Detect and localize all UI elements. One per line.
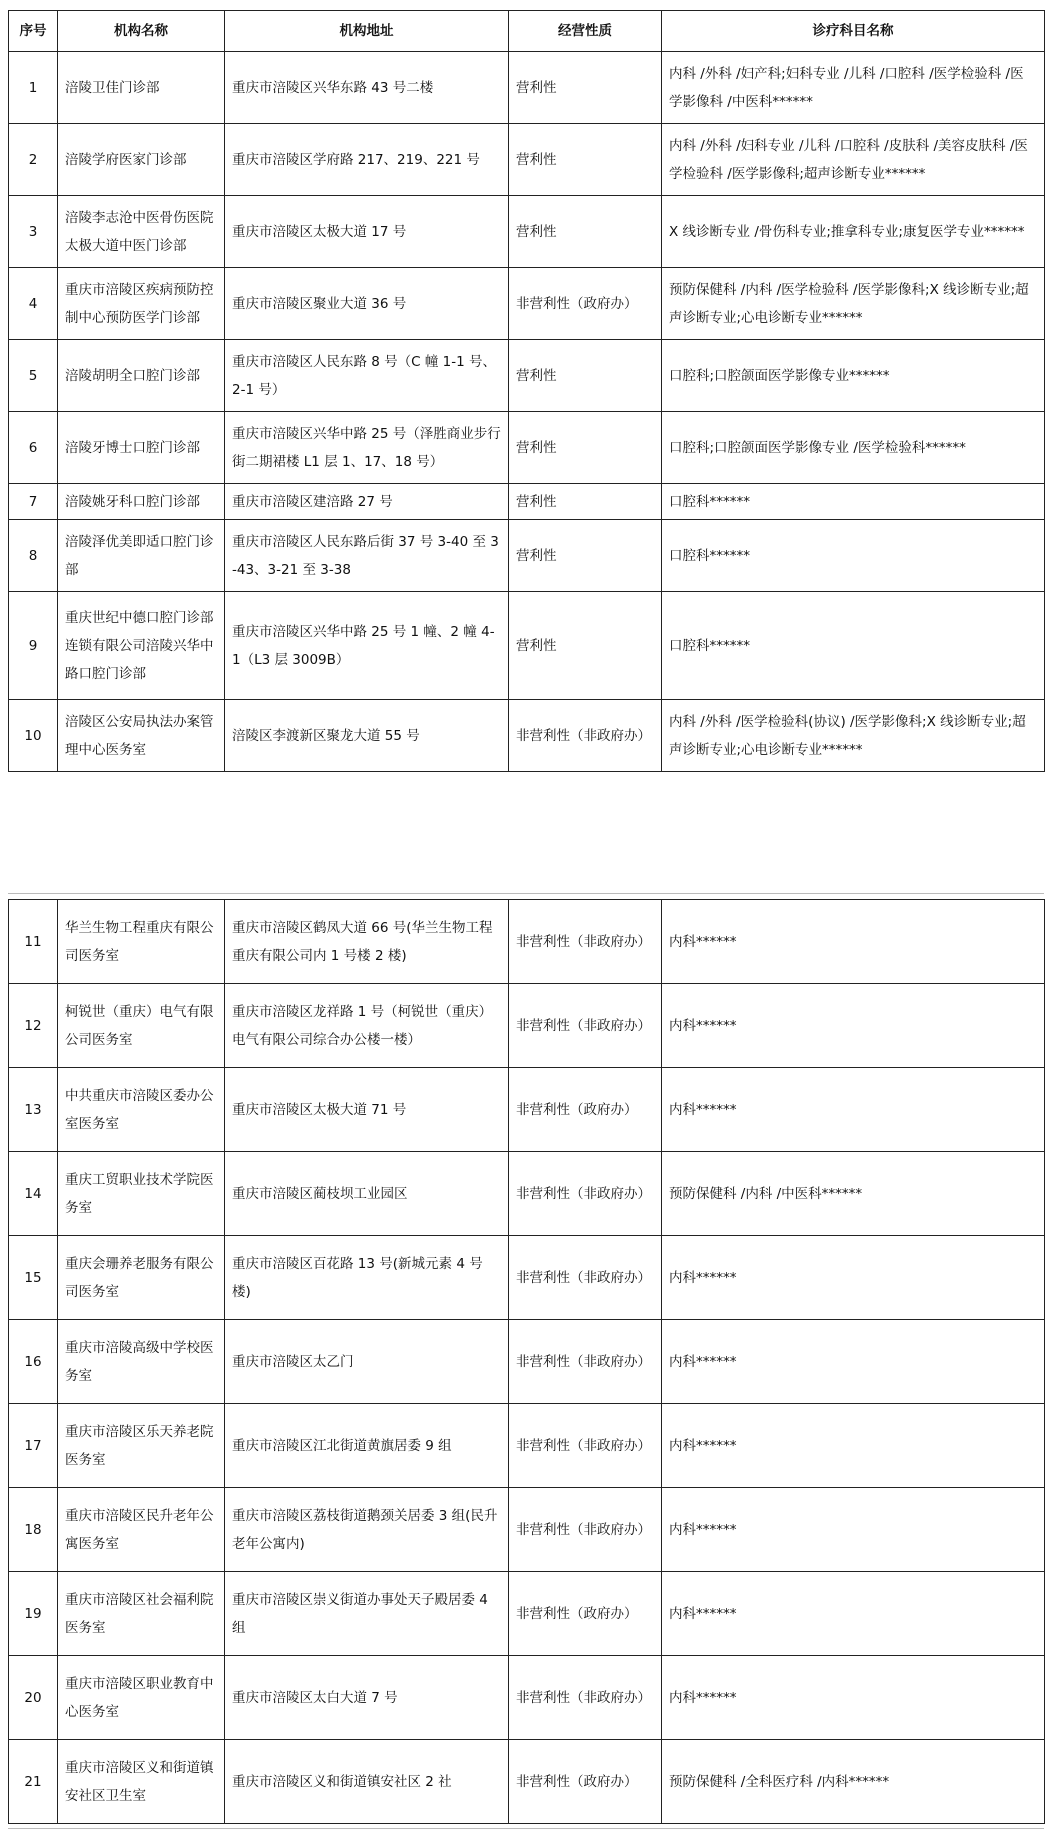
row-address: 重庆市涪陵区龙祥路 1 号（柯锐世（重庆）电气有限公司综合办公楼一楼） [225, 984, 509, 1068]
table-row [9, 1488, 1045, 1572]
row-seq: 1 [9, 52, 58, 124]
table-row [9, 268, 1045, 340]
row-address: 重庆市涪陵区荔枝街道鹅颈关居委 3 组(民升老年公寓内) [225, 1488, 509, 1572]
row-seq: 13 [9, 1068, 58, 1152]
row-subjects: 内科****** [662, 1404, 1045, 1488]
row-subjects: 内科 /外科 /妇科专业 /儿科 /口腔科 /皮肤科 /美容皮肤科 /医学检验科 /医学影像科;超声诊断专业****** [662, 124, 1045, 196]
table-row [9, 900, 1045, 984]
row-name: 重庆市涪陵高级中学校医务室 [58, 1320, 225, 1404]
row-subjects: 内科****** [662, 1236, 1045, 1320]
row-subjects: 预防保健科 /全科医疗科 /内科****** [662, 1740, 1045, 1824]
row-nature: 营利性 [509, 52, 662, 124]
row-subjects: X 线诊断专业 /骨伤科专业;推拿科专业;康复医学专业****** [662, 196, 1045, 268]
row-address: 涪陵区李渡新区聚龙大道 55 号 [225, 700, 509, 772]
row-name: 重庆会珊养老服务有限公司医务室 [58, 1236, 225, 1320]
row-seq: 10 [9, 700, 58, 772]
row-name: 涪陵区公安局执法办案管理中心医务室 [58, 700, 225, 772]
row-seq: 2 [9, 124, 58, 196]
row-nature: 营利性 [509, 592, 662, 700]
row-nature: 非营利性（非政府办） [509, 984, 662, 1068]
row-name: 重庆市涪陵区疾病预防控制中心预防医学门诊部 [58, 268, 225, 340]
row-seq: 5 [9, 340, 58, 412]
row-seq: 11 [9, 900, 58, 984]
table-row [9, 124, 1045, 196]
row-seq: 6 [9, 412, 58, 484]
table-row [9, 700, 1045, 772]
row-name: 涪陵泽优美即适口腔门诊部 [58, 520, 225, 592]
institution-table-part-1 [8, 10, 1045, 772]
row-seq: 19 [9, 1572, 58, 1656]
row-name: 涪陵牙博士口腔门诊部 [58, 412, 225, 484]
row-name: 重庆市涪陵区民升老年公寓医务室 [58, 1488, 225, 1572]
row-subjects: 内科 /外科 /妇产科;妇科专业 /儿科 /口腔科 /医学检验科 /医学影像科 /中医科****** [662, 52, 1045, 124]
table-row [9, 1068, 1045, 1152]
row-address: 重庆市涪陵区兴华中路 25 号（泽胜商业步行街二期裙楼 L1 层 1、17、18 号） [225, 412, 509, 484]
row-address: 重庆市涪陵区太乙门 [225, 1320, 509, 1404]
row-nature: 非营利性（政府办） [509, 1068, 662, 1152]
row-seq: 14 [9, 1152, 58, 1236]
row-address: 重庆市涪陵区兴华东路 43 号二楼 [225, 52, 509, 124]
row-seq: 7 [9, 484, 58, 520]
row-name: 涪陵学府医家门诊部 [58, 124, 225, 196]
header-name: 机构名称 [58, 11, 225, 52]
row-seq: 3 [9, 196, 58, 268]
row-subjects: 内科****** [662, 1320, 1045, 1404]
row-subjects: 内科****** [662, 1068, 1045, 1152]
row-subjects: 口腔科****** [662, 484, 1045, 520]
row-name: 重庆市涪陵区职业教育中心医务室 [58, 1656, 225, 1740]
row-nature: 非营利性（非政府办） [509, 1488, 662, 1572]
row-address: 重庆市涪陵区义和街道镇安社区 2 社 [225, 1740, 509, 1824]
institution-table-part-2 [8, 899, 1045, 1824]
row-address: 重庆市涪陵区太极大道 71 号 [225, 1068, 509, 1152]
header-nature: 经营性质 [509, 11, 662, 52]
row-address: 重庆市涪陵区人民东路后街 37 号 3-40 至 3-43、3-21 至 3-38 [225, 520, 509, 592]
table-row [9, 592, 1045, 700]
row-name: 柯锐世（重庆）电气有限公司医务室 [58, 984, 225, 1068]
row-seq: 9 [9, 592, 58, 700]
row-nature: 非营利性（政府办） [509, 1740, 662, 1824]
table-row [9, 984, 1045, 1068]
row-seq: 20 [9, 1656, 58, 1740]
row-subjects: 口腔科****** [662, 520, 1045, 592]
header-address: 机构地址 [225, 11, 509, 52]
row-seq: 17 [9, 1404, 58, 1488]
table-row [9, 1320, 1045, 1404]
table-row [9, 1740, 1045, 1824]
row-nature: 非营利性（非政府办） [509, 900, 662, 984]
row-address: 重庆市涪陵区太白大道 7 号 [225, 1656, 509, 1740]
row-address: 重庆市涪陵区崇义街道办事处天子殿居委 4 组 [225, 1572, 509, 1656]
row-address: 重庆市涪陵区蔺枝坝工业园区 [225, 1152, 509, 1236]
row-name: 重庆市涪陵区义和街道镇安社区卫生室 [58, 1740, 225, 1824]
row-name: 中共重庆市涪陵区委办公室医务室 [58, 1068, 225, 1152]
row-address: 重庆市涪陵区太极大道 17 号 [225, 196, 509, 268]
row-subjects: 内科****** [662, 984, 1045, 1068]
row-address: 重庆市涪陵区百花路 13 号(新城元素 4 号楼) [225, 1236, 509, 1320]
row-seq: 15 [9, 1236, 58, 1320]
row-address: 重庆市涪陵区鹤凤大道 66 号(华兰生物工程重庆有限公司内 1 号楼 2 楼) [225, 900, 509, 984]
row-nature: 营利性 [509, 196, 662, 268]
row-subjects: 内科****** [662, 1656, 1045, 1740]
row-address: 重庆市涪陵区学府路 217、219、221 号 [225, 124, 509, 196]
row-nature: 非营利性（非政府办） [509, 1152, 662, 1236]
table-row [9, 1152, 1045, 1236]
row-nature: 非营利性（非政府办） [509, 1236, 662, 1320]
row-seq: 18 [9, 1488, 58, 1572]
row-subjects: 口腔科;口腔颌面医学影像专业****** [662, 340, 1045, 412]
row-nature: 非营利性（非政府办） [509, 1404, 662, 1488]
row-name: 涪陵李志沧中医骨伤医院太极大道中医门诊部 [58, 196, 225, 268]
row-seq: 21 [9, 1740, 58, 1824]
row-seq: 12 [9, 984, 58, 1068]
row-nature: 非营利性（非政府办） [509, 1656, 662, 1740]
table-row [9, 1656, 1045, 1740]
row-nature: 非营利性（非政府办） [509, 1320, 662, 1404]
row-nature: 营利性 [509, 484, 662, 520]
row-address: 重庆市涪陵区江北街道黄旗居委 9 组 [225, 1404, 509, 1488]
row-nature: 非营利性（政府办） [509, 268, 662, 340]
table-row [9, 340, 1045, 412]
row-nature: 营利性 [509, 412, 662, 484]
table-row [9, 520, 1045, 592]
row-name: 重庆市涪陵区社会福利院医务室 [58, 1572, 225, 1656]
table-row [9, 1404, 1045, 1488]
row-name: 涪陵胡明全口腔门诊部 [58, 340, 225, 412]
row-name: 重庆市涪陵区乐天养老院医务室 [58, 1404, 225, 1488]
page-break-line [8, 893, 1044, 894]
table-row [9, 1572, 1045, 1656]
row-name: 重庆工贸职业技术学院医务室 [58, 1152, 225, 1236]
row-subjects: 内科 /外科 /医学检验科(协议) /医学影像科;X 线诊断专业;超声诊断专业;心电诊断专业****** [662, 700, 1045, 772]
header-seq: 序号 [9, 11, 58, 52]
row-seq: 4 [9, 268, 58, 340]
table-row [9, 52, 1045, 124]
row-address: 重庆市涪陵区人民东路 8 号（C 幢 1-1 号、2-1 号） [225, 340, 509, 412]
row-subjects: 口腔科****** [662, 592, 1045, 700]
row-nature: 非营利性（政府办） [509, 1572, 662, 1656]
row-name: 重庆世纪中德口腔门诊部连锁有限公司涪陵兴华中路口腔门诊部 [58, 592, 225, 700]
table-header-row [9, 11, 1045, 52]
row-nature: 非营利性（非政府办） [509, 700, 662, 772]
row-seq: 16 [9, 1320, 58, 1404]
row-subjects: 预防保健科 /内科 /医学检验科 /医学影像科;X 线诊断专业;超声诊断专业;心电诊断专业****** [662, 268, 1045, 340]
row-nature: 营利性 [509, 520, 662, 592]
row-address: 重庆市涪陵区聚业大道 36 号 [225, 268, 509, 340]
row-subjects: 内科****** [662, 1488, 1045, 1572]
table-row [9, 412, 1045, 484]
row-address: 重庆市涪陵区建涪路 27 号 [225, 484, 509, 520]
row-name: 涪陵卫佳门诊部 [58, 52, 225, 124]
table-row [9, 1236, 1045, 1320]
row-nature: 营利性 [509, 340, 662, 412]
page-break-line [8, 1828, 1044, 1829]
row-subjects: 内科****** [662, 900, 1045, 984]
table-row [9, 484, 1045, 520]
row-subjects: 口腔科;口腔颌面医学影像专业 /医学检验科****** [662, 412, 1045, 484]
row-address: 重庆市涪陵区兴华中路 25 号 1 幢、2 幢 4-1（L3 层 3009B） [225, 592, 509, 700]
header-subjects: 诊疗科目名称 [662, 11, 1045, 52]
row-nature: 营利性 [509, 124, 662, 196]
row-subjects: 预防保健科 /内科 /中医科****** [662, 1152, 1045, 1236]
row-name: 涪陵姚牙科口腔门诊部 [58, 484, 225, 520]
row-seq: 8 [9, 520, 58, 592]
table-row [9, 196, 1045, 268]
row-name: 华兰生物工程重庆有限公司医务室 [58, 900, 225, 984]
row-subjects: 内科****** [662, 1572, 1045, 1656]
